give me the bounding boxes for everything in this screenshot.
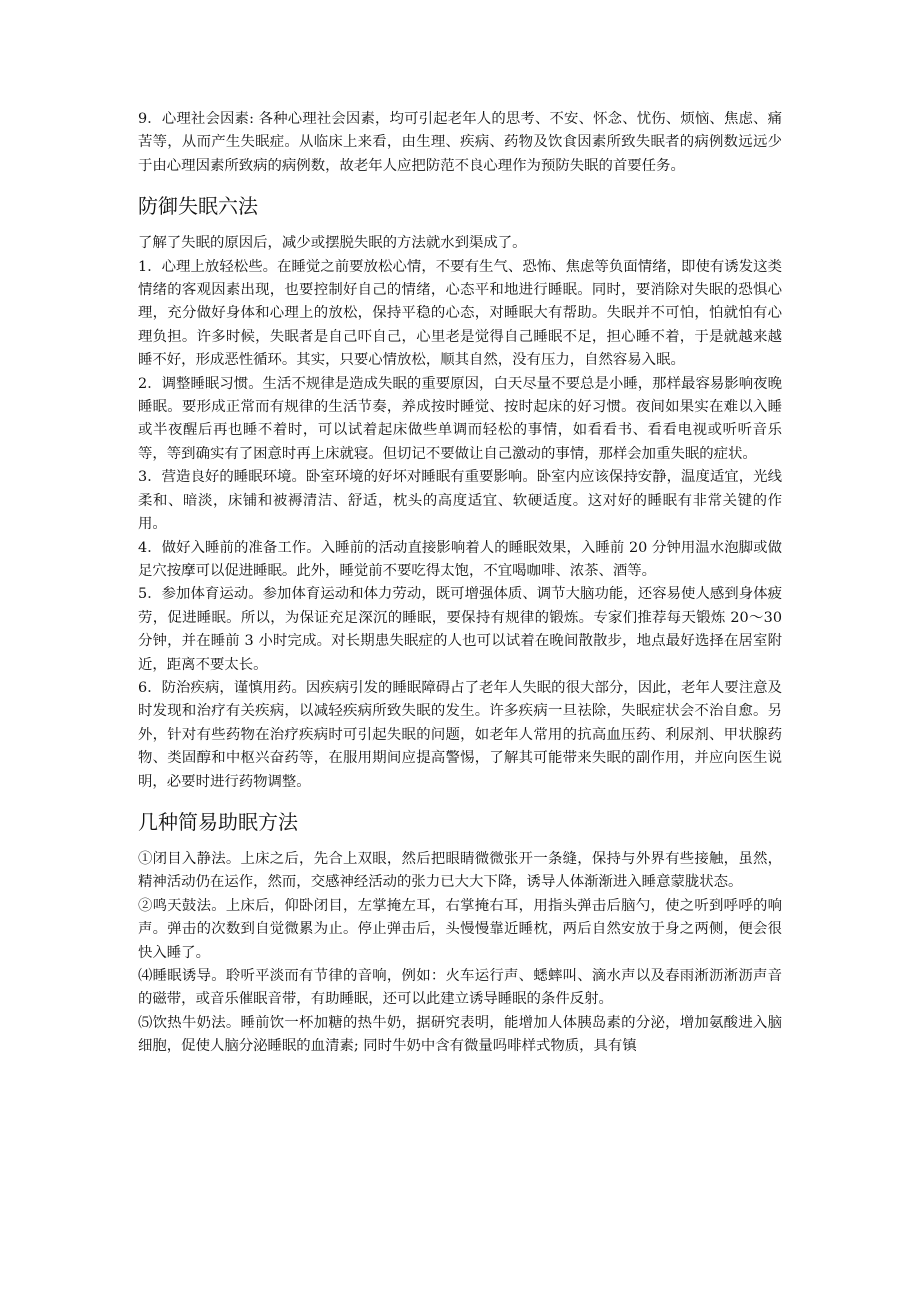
paragraph-aid-heavenly-drum: ②鸣天鼓法。上床后，仰卧闭目，左掌掩左耳，右掌掩右耳，用指头弹击后脑勺，使之听到呼呼的响声。弹击的次数到自觉微累为止。停止弹击后，头慢慢靠近睡枕，两后自然安放于身之两侧，便会很快入睡了。 — [138, 897, 782, 961]
paragraph-method-2: 2．调整睡眠习惯。生活不规律是造成失眠的重要原因，白天尽量不要总是小睡，那样最容易影响夜晚睡眠。要形成正常而有规律的生活节奏，养成按时睡觉、按时起床的好习惯。夜间如果实在难以入睡或半夜醒后再也睡不着时，可以试着起床做些单调而轻松的事情，如看看书、看看电视或听听音乐等，等到确实有了困意时再上床就寝。但切记不要做让自己激动的事情，那样会加重失眠的症状。 — [138, 375, 782, 462]
paragraph-aid-sleep-induction: ⑷睡眠诱导。聆听平淡而有节律的音响，例如：火车运行声、蟋蟀叫、滴水声以及春雨淅沥淅沥声音的磁带，或音乐催眠音带，有助睡眠，还可以此建立诱导睡眠的条件反射。 — [138, 968, 782, 1008]
paragraph-psychosocial-factors: 9．心理社会因素: 各种心理社会因素，均可引起老年人的思考、不安、怀念、忧伤、烦恼、焦虑、痛苦等，从而产生失眠症。从临床上来看，由生理、疾病、药物及饮食因素所致失眠者的病例数远远少于由心理因素所致病的病例数，故老年人应把防范不良心理作为预防失眠的首要任务。 — [138, 111, 782, 174]
paragraph-method-1: 1．心理上放轻松些。在睡觉之前要放松心情，不要有生气、恐怖、焦虑等负面情绪，即使有诱发这类情绪的客观因素出现，也要控制好自己的情绪，心态平和地进行睡眠。同时，要消除对失眠的恐惧心理，充分做好身体和心理上的放松，保持平稳的心态，对睡眠大有帮助。失眠并不可怕，怕就怕有心理负担。许多时候，失眠者是自己吓自己，心里老是觉得自己睡眠不足，担心睡不着，于是就越来越睡不好，形成恶性循环。其实，只要心情放松，顺其自然，没有压力，自然容易入眠。 — [138, 258, 782, 369]
paragraph-aid-hot-milk: ⑸饮热牛奶法。睡前饮一杯加糖的热牛奶，据研究表明，能增加人体胰岛素的分泌，增加氨酸进入脑细胞，促使人脑分泌睡眠的血清素; 同时牛奶中含有微量吗啡样式物质，具有镇 — [138, 1014, 782, 1055]
paragraph-method-6: 6．防治疾病，谨慎用药。因疾病引发的睡眠障碍占了老年人失眠的很大部分，因此，老年人要注意及时发现和治疗有关疾病，以减轻疾病所致失眠的发生。许多疾病一旦祛除，失眠症状会不治自愈。另外，针对有些药物在治疗疾病时可引起失眠的问题，如老年人常用的抗高血压药、利尿剂、甲状腺药物、类固醇和中枢兴奋药等，在服用期间应提高警惕，了解其可能带来失眠的副作用，并应向医生说明，必要时进行药物调整。 — [138, 679, 782, 790]
paragraph-aid-closed-eyes: ①闭目入静法。上床之后，先合上双眼，然后把眼睛微微张开一条缝，保持与外界有些接触，虽然，精神活动仍在运作，然而，交感神经活动的张力已大大下降，诱导人体渐渐进入睡意蒙胧状态。 — [138, 850, 782, 891]
document-page — [138, 108, 782, 1059]
section-title-sleep-aids: 几种简易助眠方法 — [138, 809, 298, 834]
paragraph-intro: 了解了失眠的原因后，减少或摆脱失眠的方法就水到渠成了。 — [138, 235, 527, 252]
paragraph-method-3: 3．营造良好的睡眠环境。卧室环境的好坏对睡眠有重要影响。卧室内应该保持安静，温度适宜，光线柔和、暗淡，床铺和被褥清洁、舒适，枕头的高度适宜、软硬适度。这对好的睡眠有非常关键的作用。 — [138, 469, 782, 533]
paragraph-method-4: 4．做好入睡前的准备工作。入睡前的活动直接影响着人的睡眠效果，入睡前 20 分钟用温水泡脚或做足穴按摩可以促进睡眠。此外，睡觉前不要吃得太饱，不宜喝咖啡、浓茶、酒等。 — [138, 539, 782, 579]
paragraph-method-5: 5．参加体育运动。参加体育运动和体力劳动，既可增强体质、调节大脑功能，还容易使人感到身体疲劳，促进睡眠。所以，为保证充足深沉的睡眠，要保持有规律的锻炼。专家们推荐每天锻炼 20～30 分钟，并在睡前 3 小时完成。对长期患失眠症的人也可以试着在晚间散散步，地点最好选择在居室附近，距离不要太长。 — [138, 586, 782, 673]
section-title-six-methods: 防御失眠六法 — [138, 194, 258, 219]
